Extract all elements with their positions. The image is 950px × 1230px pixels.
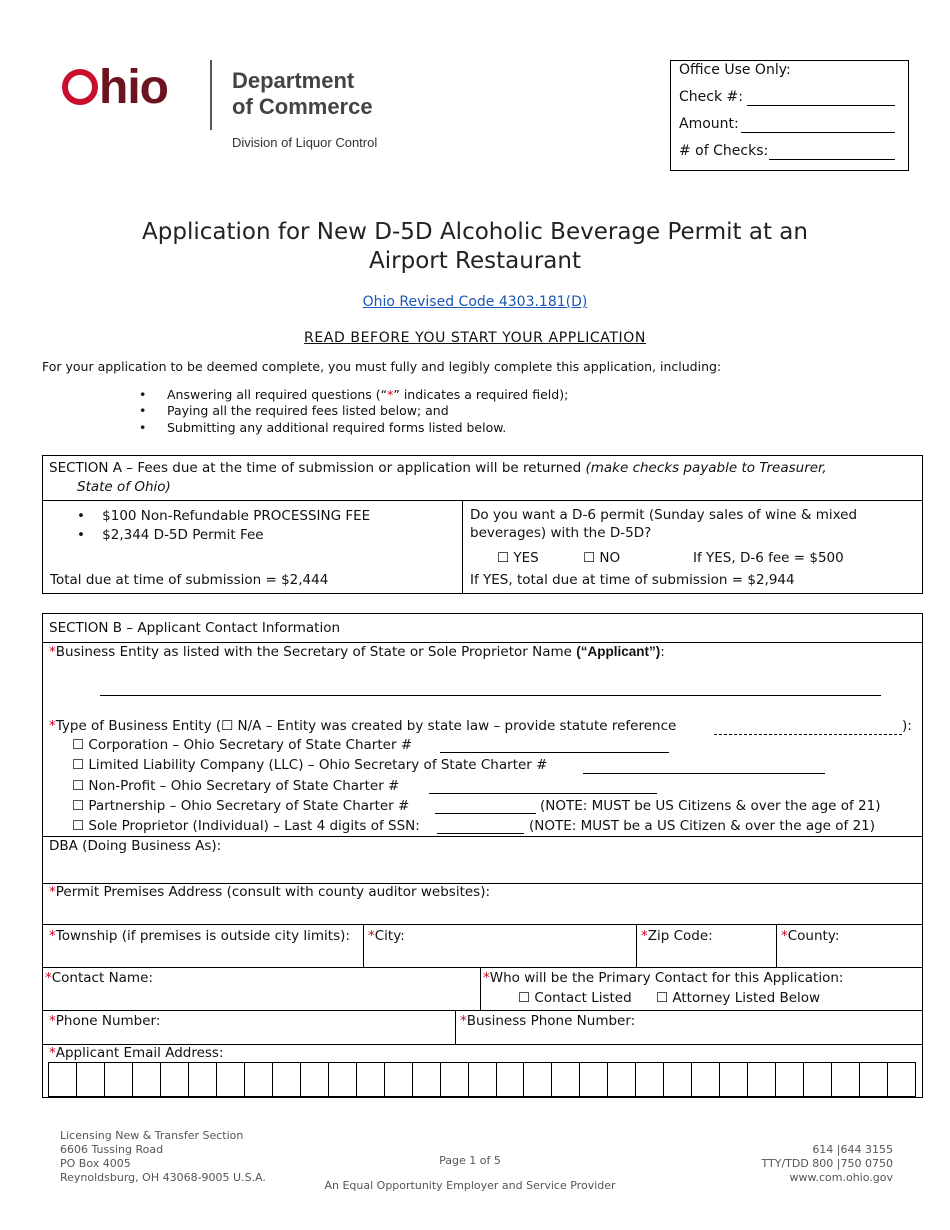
nonprofit-charter-field[interactable] bbox=[429, 793, 657, 794]
county-label: County: bbox=[787, 928, 840, 944]
section-a-note: (make checks payable to Treasurer, bbox=[585, 460, 827, 476]
page-number: Page 1 of 5 bbox=[439, 1154, 501, 1167]
division-name: Division of Liquor Control bbox=[232, 135, 378, 150]
d6-question-line1: Do you want a D-6 permit (Sunday sales of wine & mixed bbox=[470, 507, 858, 523]
zip-label: Zip Code: bbox=[647, 928, 713, 944]
primary-contact-block: *Who will be the Primary Contact for this Application: ☐ Contact Listed ☐ Attorney Listed Below bbox=[480, 967, 923, 1011]
check-number-label: Check #: bbox=[679, 89, 743, 105]
read-before-heading: READ BEFORE YOU START YOUR APPLICATION bbox=[304, 330, 646, 346]
amount-label: Amount: bbox=[679, 116, 739, 132]
premises-address-label: Permit Premises Address (consult with county auditor websites): bbox=[55, 884, 491, 900]
contact-listed-checkbox[interactable]: ☐ Contact Listed bbox=[518, 990, 632, 1006]
ssn-digits-field[interactable] bbox=[437, 833, 524, 834]
check-number-field[interactable] bbox=[747, 105, 895, 106]
option-sole-proprietor[interactable]: ☐ Sole Proprietor (Individual) – Last 4 digits of SSN: bbox=[72, 818, 420, 834]
office-use-box bbox=[670, 60, 909, 171]
section-a-fees bbox=[42, 500, 463, 594]
business-phone-field[interactable]: *Business Phone Number: bbox=[455, 1010, 923, 1045]
option-corporation[interactable]: ☐ Corporation – Ohio Secretary of State Charter # bbox=[72, 737, 413, 753]
d6-no-checkbox[interactable]: ☐ NO bbox=[583, 550, 621, 566]
attorney-listed-checkbox[interactable]: ☐ Attorney Listed Below bbox=[656, 990, 821, 1006]
page-title bbox=[100, 218, 850, 276]
entity-type-label: Type of Business Entity (☐ N/A – Entity was created by state law – provide statute reference bbox=[55, 718, 677, 734]
d6-yes-checkbox[interactable]: ☐ YES bbox=[497, 550, 539, 566]
applicant-label: (“Applicant”) bbox=[576, 644, 661, 659]
partnership-charter-field[interactable] bbox=[435, 813, 536, 814]
option-llc[interactable]: ☐ Limited Liability Company (LLC) – Ohio Secretary of State Charter # bbox=[72, 757, 548, 773]
section-a-heading: SECTION A – Fees due at the time of submission or application will be returned bbox=[49, 460, 582, 476]
section-b-header bbox=[42, 613, 923, 643]
llc-charter-field[interactable] bbox=[583, 773, 825, 774]
code-reference-link[interactable]: Ohio Revised Code 4303.181(D) bbox=[362, 294, 588, 310]
contact-name-field[interactable]: *Contact Name: bbox=[42, 967, 481, 1011]
phone-label: Phone Number: bbox=[55, 1013, 161, 1029]
phone-field[interactable]: *Phone Number: bbox=[42, 1010, 456, 1045]
section-a-note2: State of Ohio) bbox=[77, 479, 171, 495]
business-entity-field[interactable] bbox=[100, 695, 881, 696]
section-a-header bbox=[42, 455, 923, 501]
fee-processing: • $100 Non-Refundable PROCESSING FEE bbox=[77, 508, 371, 524]
eoe-statement: An Equal Opportunity Employer and Service Provider bbox=[324, 1179, 616, 1192]
township-field[interactable]: *Township (if premises is outside city limits): bbox=[42, 924, 364, 968]
option-partnership[interactable]: ☐ Partnership – Ohio Secretary of State Charter # bbox=[72, 798, 410, 814]
d6-total: If YES, total due at time of submission = $2,944 bbox=[470, 572, 795, 588]
d6-question-line2: beverages) with the D-5D? bbox=[470, 525, 652, 541]
footer-contact: 614 |644 3155 TTY/TDD 800 |750 0750 www.com.ohio.gov bbox=[761, 1143, 893, 1184]
premises-address-field[interactable]: *Permit Premises Address (consult with county auditor websites): bbox=[42, 883, 923, 925]
primary-contact-label: Who will be the Primary Contact for this Application: bbox=[489, 970, 844, 986]
city-label: City: bbox=[374, 928, 405, 944]
department-line1: Department bbox=[232, 68, 355, 93]
email-character-boxes[interactable] bbox=[48, 1062, 916, 1097]
section-b-heading: SECTION B – Applicant Contact Information bbox=[49, 620, 341, 636]
business-entity-block: *Business Entity as listed with the Secretary of State or Sole Proprietor Name (“Applicant”): *Type of Business Entity (☐ N/A – Entity was created by state law – provide statute reference ): ☐ Corporation – Ohio Secretary of State Charter # ☐ Limited Liability Company (LLC) – Ohio Secretary of State Charter # ☐ Non-Profit – Ohio Secretary of State Charter # ☐ Partnership – Ohio Secretary of State Charter # (NOTE: MUST be US Citizens & over the age of 21) ☐ Sole Proprietor (Individual) – Last 4 digits of SSN: (NOTE: MUST be a US Citizen & over the age of 21) bbox=[42, 642, 923, 837]
business-phone-label: Business Phone Number: bbox=[466, 1013, 636, 1029]
county-field[interactable]: *County: bbox=[776, 924, 923, 968]
ohio-o-icon bbox=[62, 69, 98, 105]
dba-field[interactable] bbox=[42, 836, 923, 884]
footer-address: Licensing New & Transfer Section 6606 Tussing Road PO Box 4005 Reynoldsburg, OH 43068-9005 U.S.A. bbox=[60, 1129, 266, 1184]
partnership-note: (NOTE: MUST be US Citizens & over the age of 21) bbox=[540, 798, 881, 814]
township-label: Township (if premises is outside city limits): bbox=[55, 928, 350, 944]
statute-reference-field[interactable] bbox=[714, 734, 902, 735]
logo-divider bbox=[210, 60, 212, 130]
email-label: Applicant Email Address: bbox=[55, 1045, 224, 1061]
d6-fee: If YES, D-6 fee = $500 bbox=[693, 550, 844, 566]
amount-field[interactable] bbox=[741, 132, 895, 133]
fee-permit: • $2,344 D-5D Permit Fee bbox=[77, 527, 264, 543]
section-a-d6 bbox=[462, 500, 923, 594]
ohio-logo-text: hio bbox=[99, 61, 168, 114]
num-checks-field[interactable] bbox=[769, 159, 895, 160]
department-line2: of Commerce bbox=[232, 94, 373, 119]
dba-label: DBA (Doing Business As): bbox=[49, 838, 222, 854]
office-use-title: Office Use Only: bbox=[679, 62, 791, 78]
intro-text: For your application to be deemed complete, you must fully and legibly complete this application, including: bbox=[42, 359, 722, 374]
sole-proprietor-note: (NOTE: MUST be a US Citizen & over the age of 21) bbox=[529, 818, 876, 834]
zip-field[interactable]: *Zip Code: bbox=[636, 924, 777, 968]
title-line2: Airport Restaurant bbox=[369, 248, 581, 274]
department-name bbox=[232, 68, 373, 120]
email-block: *Applicant Email Address: bbox=[42, 1044, 923, 1098]
option-nonprofit[interactable]: ☐ Non-Profit – Ohio Secretary of State Charter # bbox=[72, 778, 400, 794]
corporation-charter-field[interactable] bbox=[440, 752, 669, 753]
num-checks-label: # of Checks: bbox=[679, 143, 769, 159]
contact-name-label: Contact Name: bbox=[51, 970, 153, 986]
city-field[interactable]: *City: bbox=[363, 924, 637, 968]
title-line1: Application for New D-5D Alcoholic Beverage Permit at an bbox=[142, 219, 808, 245]
fee-total: Total due at time of submission = $2,444 bbox=[50, 572, 329, 588]
business-entity-label: Business Entity as listed with the Secretary of State or Sole Proprietor Name bbox=[55, 644, 572, 660]
ohio-logo bbox=[62, 61, 168, 114]
